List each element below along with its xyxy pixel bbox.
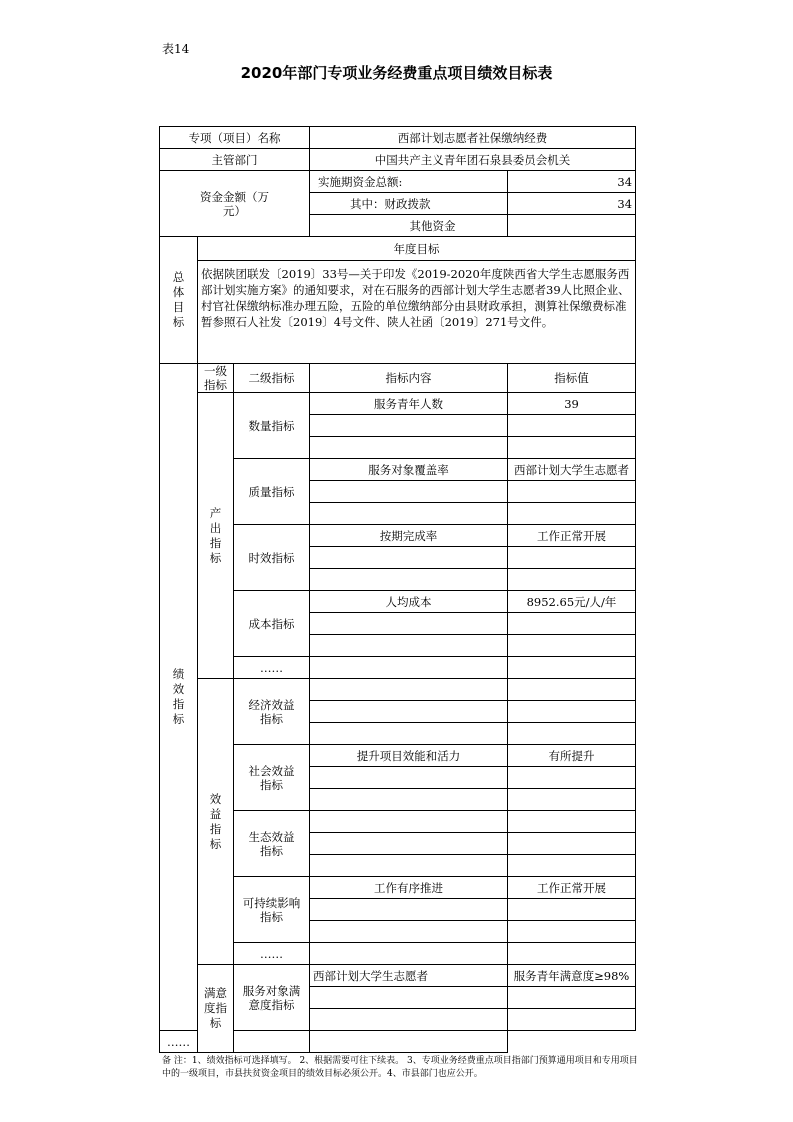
sustainable-indicator-label: 可持续影响指标 xyxy=(234,877,310,943)
quantity-value: 39 xyxy=(508,393,636,415)
fund-total-value: 34 xyxy=(508,171,636,193)
table-row xyxy=(160,171,636,193)
fund-fiscal-label: 其中：财政拨款 xyxy=(310,193,508,215)
quantity-content: 服务青年人数 xyxy=(310,393,508,415)
social-content: 提升项目效能和活力 xyxy=(310,745,508,767)
fund-other-value xyxy=(508,215,636,237)
performance-target-table xyxy=(159,126,636,1053)
output-etc: …… xyxy=(234,657,310,679)
benefit-indicator-label: 效益指标 xyxy=(198,679,234,965)
service-satisfaction-content: 西部计划大学生志愿者 xyxy=(310,965,508,987)
timeliness-content: 按期完成率 xyxy=(310,525,508,547)
sustainable-content: 工作有序推进 xyxy=(310,877,508,899)
table-row xyxy=(160,237,636,261)
social-value: 有所提升 xyxy=(508,745,636,767)
table-row xyxy=(160,127,636,149)
project-name-label: 专项（项目）名称 xyxy=(160,127,310,149)
table-row xyxy=(160,149,636,171)
satisfaction-indicator-label: 满意度指标 xyxy=(198,965,234,1053)
level1-header: 一级指标 xyxy=(198,364,234,393)
fund-total-label: 实施期资金总额: xyxy=(310,171,508,193)
performance-indicator-label: 绩效指标 xyxy=(160,364,198,1031)
footnote: 备 注：1、绩效指标可选择填写。 2、根据需要可往下续表。 3、专项业务经费重点项目指部门预算通用项目和专用项目中的一级项目，市县扶贫资金项目的绩效目标必须公开。4、市县部门也应公开。 xyxy=(162,1056,638,1079)
value-header: 指标值 xyxy=(508,364,636,393)
service-satisfaction-label: 服务对象满意度指标 xyxy=(234,965,310,1031)
quality-value: 西部计划大学生志愿者 xyxy=(508,459,636,481)
quantity-indicator-label: 数量指标 xyxy=(234,393,310,459)
dept-value: 中国共产主义青年团石泉县委员会机关 xyxy=(310,149,636,171)
table-row xyxy=(160,364,636,393)
year-goal-text: 依据陕团联发〔2019〕33号—关于印发《2019-2020年度陕西省大学生志愿服务西部计划实施方案》的通知要求，对在石服务的西部计划大学生志愿者39人比照企业、村官社保缴纳标准办理五险，五险的单位缴纳部分由县财政承担，测算社保缴费标准暂参照石人社发〔2019〕4号文件、陕人社函〔2019〕271号文件。 xyxy=(198,261,636,364)
overall-goal-label: 总体目标 xyxy=(160,237,198,364)
table-row xyxy=(160,393,636,415)
fund-amount-label: 资金金额（万元） xyxy=(160,171,310,237)
dept-label: 主管部门 xyxy=(160,149,310,171)
timeliness-indicator-label: 时效指标 xyxy=(234,525,310,591)
level2-header: 二级指标 xyxy=(234,364,310,393)
social-indicator-label: 社会效益指标 xyxy=(234,745,310,811)
benefit-etc: …… xyxy=(234,943,310,965)
quality-content: 服务对象覆盖率 xyxy=(310,459,508,481)
ecological-indicator-label: 生态效益指标 xyxy=(234,811,310,877)
output-indicator-label: 产出指标 xyxy=(198,393,234,679)
table-number: 表14 xyxy=(162,42,190,56)
timeliness-value: 工作正常开展 xyxy=(508,525,636,547)
year-goal-label: 年度目标 xyxy=(198,237,636,261)
cost-value: 8952.65元/人/年 xyxy=(508,591,636,613)
table-row xyxy=(160,965,636,987)
table-row xyxy=(160,261,636,364)
economic-indicator-label: 经济效益指标 xyxy=(234,679,310,745)
service-satisfaction-value: 服务青年满意度≥98% xyxy=(508,965,636,987)
satisfaction-etc: …… xyxy=(160,1031,198,1053)
table-row xyxy=(160,679,636,701)
content-header: 指标内容 xyxy=(310,364,508,393)
cost-content: 人均成本 xyxy=(310,591,508,613)
fund-other-label: 其他资金 xyxy=(310,215,508,237)
fund-fiscal-value: 34 xyxy=(508,193,636,215)
project-name-value: 西部计划志愿者社保缴纳经费 xyxy=(310,127,636,149)
page-title: 2020年部门专项业务经费重点项目绩效目标表 xyxy=(240,64,553,82)
quality-indicator-label: 质量指标 xyxy=(234,459,310,525)
sustainable-value: 工作正常开展 xyxy=(508,877,636,899)
cost-indicator-label: 成本指标 xyxy=(234,591,310,657)
